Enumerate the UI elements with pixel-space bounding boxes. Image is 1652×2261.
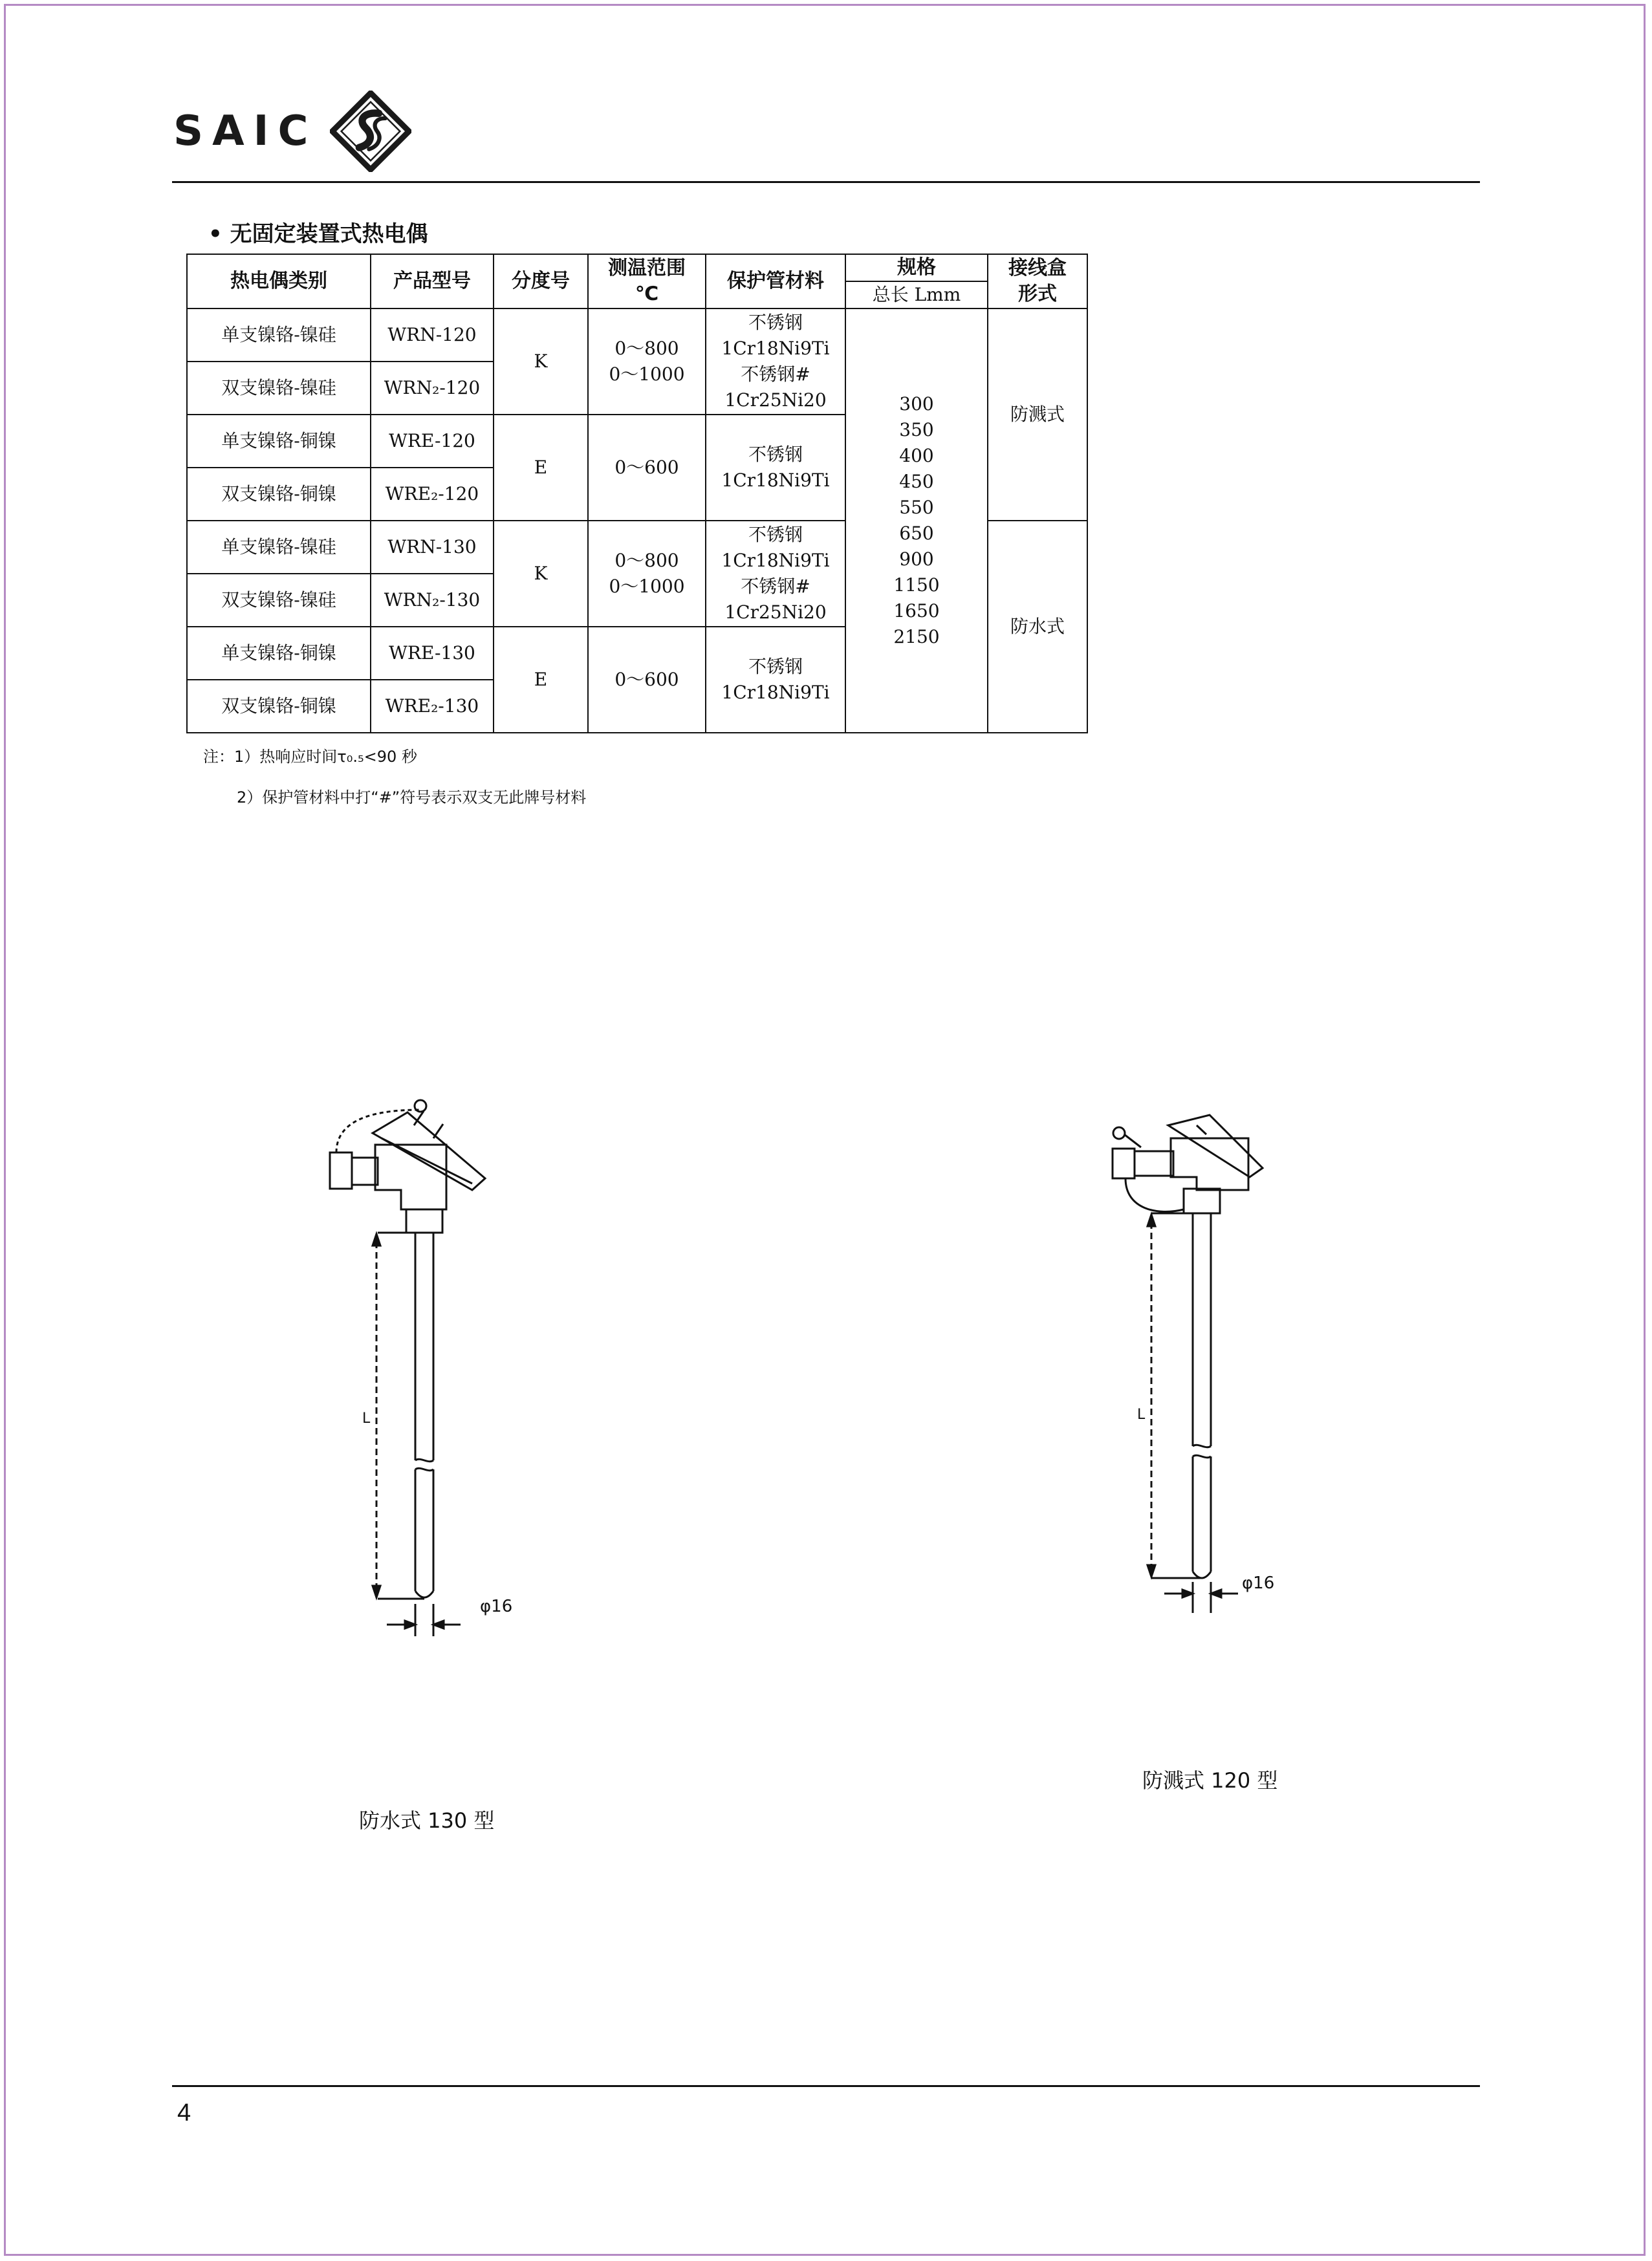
caption-120: 防溅式 120 型 [1142,1768,1278,1793]
table-cell-material: 不锈钢 1Cr18Ni9Ti [706,415,845,521]
page-number: 4 [177,2099,191,2126]
thermocouple-130-drawing [310,1093,556,1649]
header-graduation: 分度号 [494,254,588,308]
table-cell-type: 单支镍铬-镍硅 [187,521,371,574]
table-cell-material: 不锈钢 1Cr18Ni9Ti 不锈钢# 1Cr25Ni20 [706,521,845,627]
table-cell-type: 双支镍铬-镍硅 [187,574,371,627]
header-box: 接线盒 形式 [988,254,1087,308]
note-2: 2）保护管材料中打“#”符号表示双支无此牌号材料 [237,788,587,806]
table-cell-box-type: 防溅式 [988,308,1087,521]
dim-label-diameter: φ16 [480,1597,513,1616]
table-cell-type: 单支镍铬-镍硅 [187,308,371,362]
dim-label-diameter: φ16 [1242,1574,1275,1593]
dim-label-L: L [362,1411,371,1427]
caption-130: 防水式 130 型 [359,1808,495,1833]
table-cell-range: 0～800 0～1000 [588,521,706,627]
header-model: 产品型号 [371,254,494,308]
logo-text: SAIC [173,107,318,155]
dim-label-L: L [1137,1407,1146,1423]
table-cell-model: WRE₂-130 [371,680,494,733]
table-cell-model: WRN-120 [371,308,494,362]
table-cell-range: 0～600 [588,415,706,521]
table-cell-type: 双支镍铬-铜镍 [187,468,371,521]
table-cell-material: 不锈钢 1Cr18Ni9Ti [706,627,845,733]
table-cell-box-type: 防水式 [988,521,1087,733]
header-material: 保护管材料 [706,254,845,308]
note-1: 注：1）热响应时间τ₀.₅<90 秒 [203,748,417,766]
table-cell-graduation: E [494,415,588,521]
table-cell-model: WRN₂-130 [371,574,494,627]
saic-emblem-icon [330,91,411,172]
section-title: • 无固定装置式热电偶 [208,221,428,247]
table-cell-type: 单支镍铬-铜镍 [187,415,371,468]
header-range: 测温范围 ℃ [588,254,706,308]
thermocouple-120-drawing [1100,1106,1345,1623]
table-cell-model: WRE-120 [371,415,494,468]
spec-table [186,254,1088,733]
table-cell-graduation: E [494,627,588,733]
table-cell-range: 0～600 [588,627,706,733]
table-cell-model: WRE₂-120 [371,468,494,521]
table-cell-range: 0～800 0～1000 [588,308,706,415]
table-cell-material: 不锈钢 1Cr18Ni9Ti 不锈钢# 1Cr25Ni20 [706,308,845,415]
header-spec: 规格 [845,254,988,281]
table-cell-model: WRN-130 [371,521,494,574]
table-cell-model: WRN₂-120 [371,362,494,415]
footer-rule [172,2085,1480,2087]
table-cell-graduation: K [494,521,588,627]
table-cell-type: 双支镍铬-铜镍 [187,680,371,733]
table-cell-type: 单支镍铬-铜镍 [187,627,371,680]
notes [203,744,586,825]
header-spec-length: 总长 Lmm [845,281,988,308]
header-rule [172,181,1480,183]
table-cell-lengths: 300 350 400 450 550 650 900 1150 1650 2150 [845,308,988,733]
table-cell-graduation: K [494,308,588,415]
header-type: 热电偶类别 [187,254,371,308]
table-cell-model: WRE-130 [371,627,494,680]
saic-logo [173,89,411,173]
table-cell-type: 双支镍铬-镍硅 [187,362,371,415]
